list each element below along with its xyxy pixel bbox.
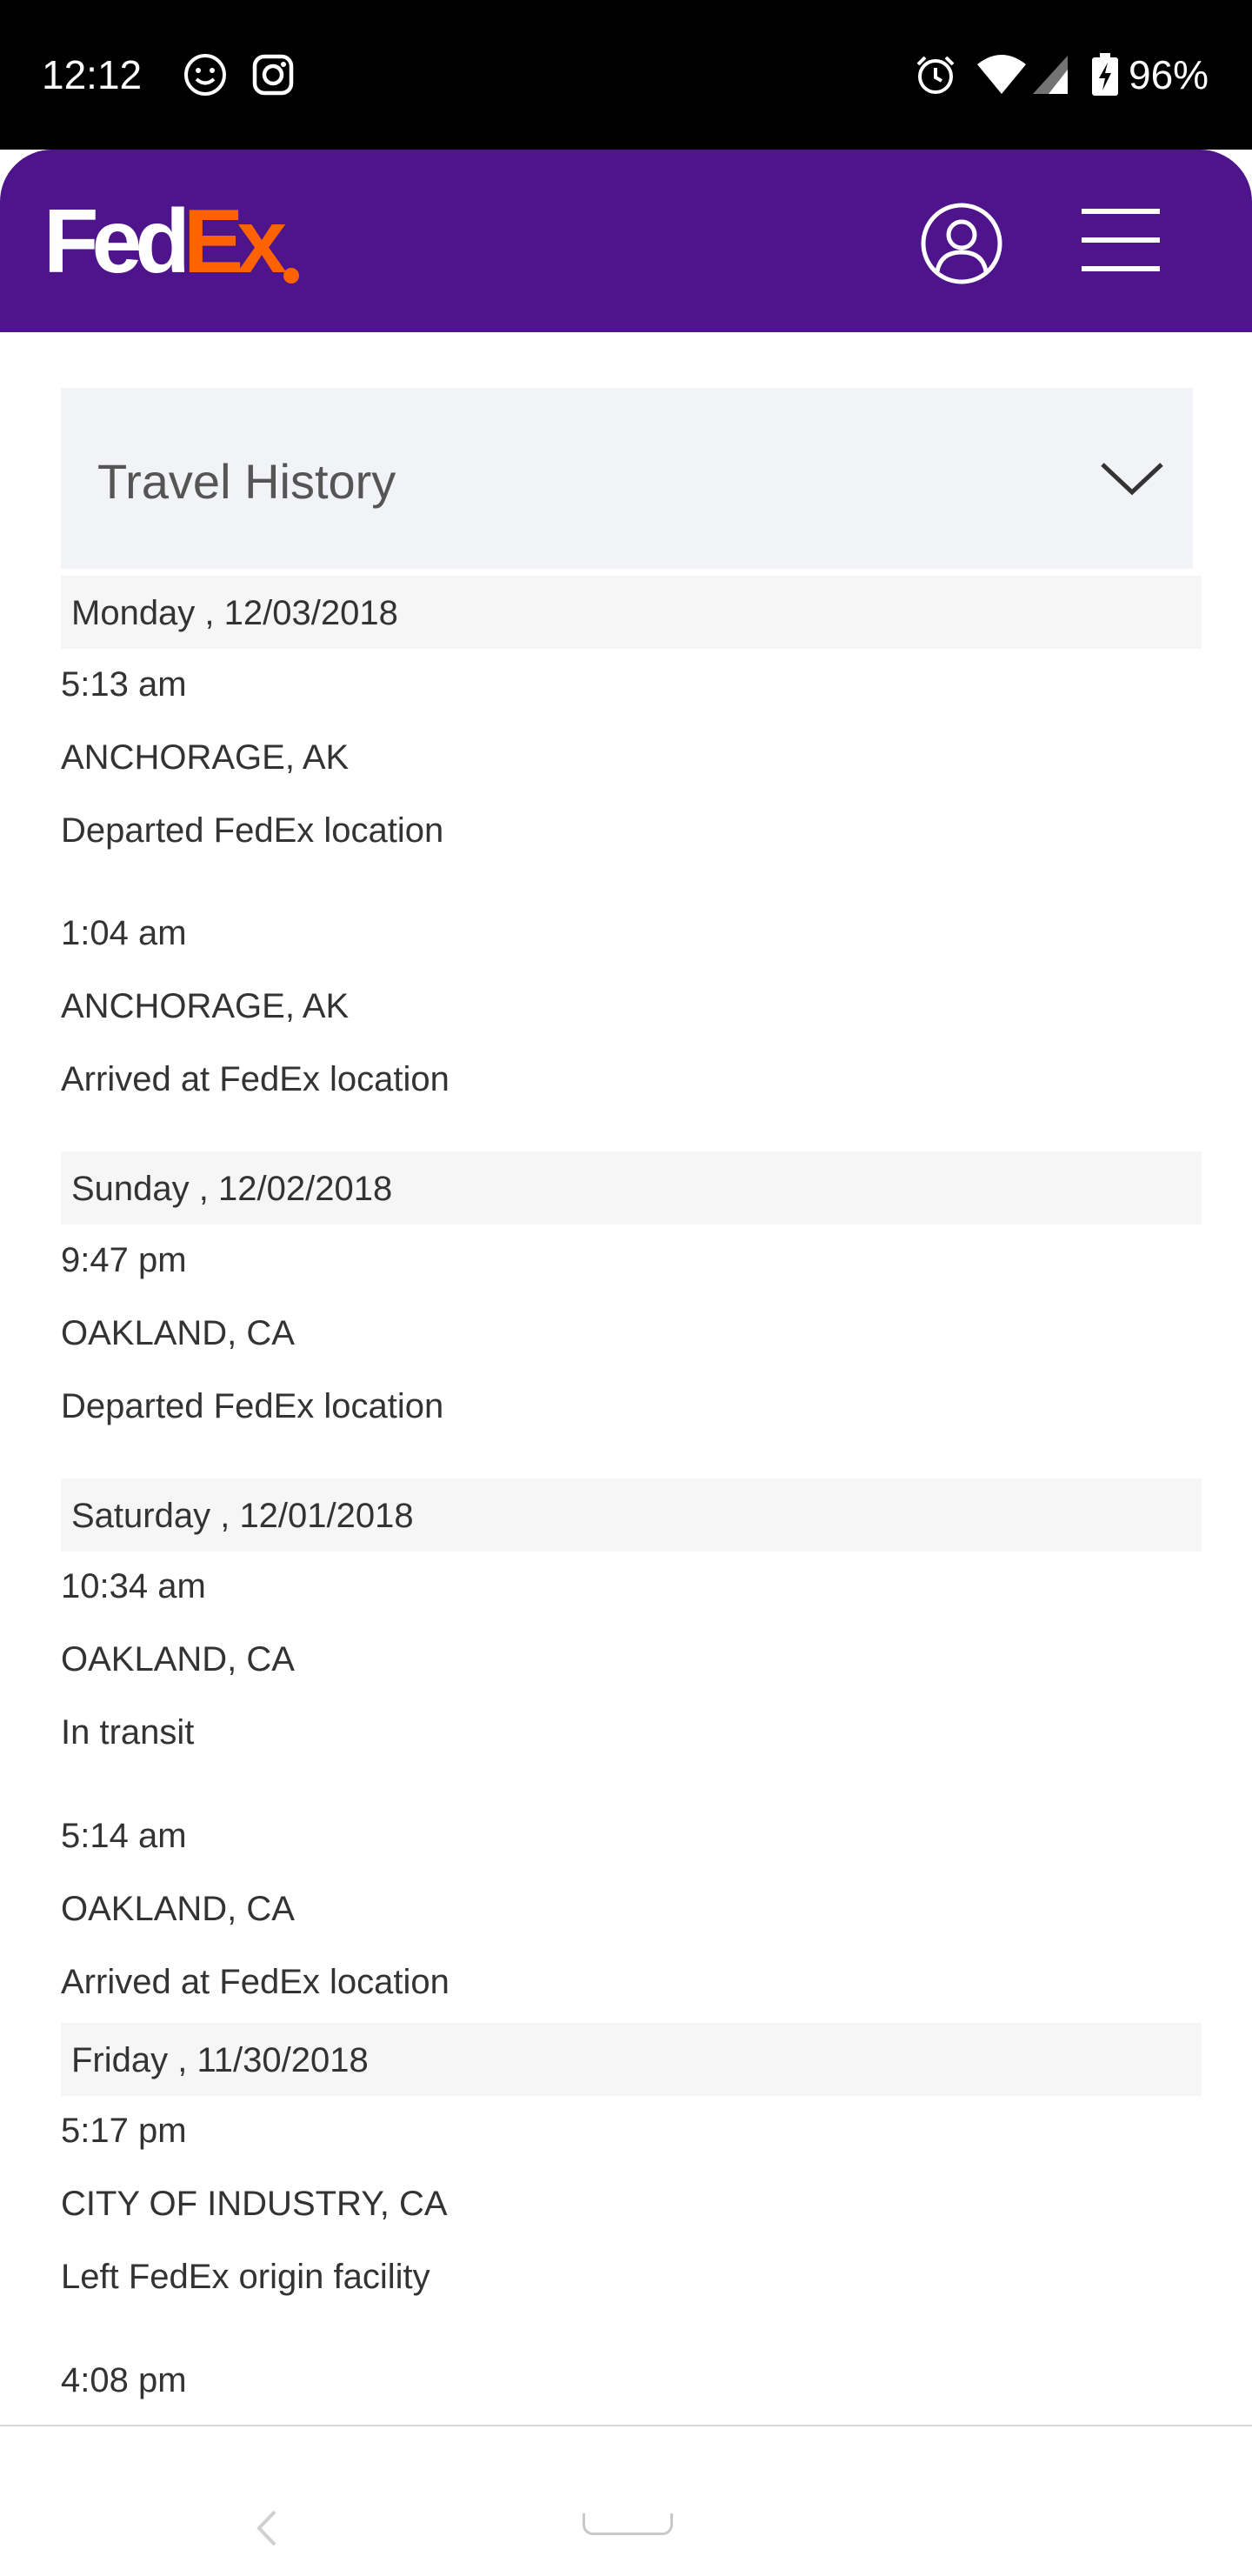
- date-label: Friday , 11/30/2018: [71, 2041, 369, 2079]
- battery-percentage: 96%: [1129, 52, 1209, 97]
- event-time: 5:14 am: [61, 1817, 187, 1855]
- date-header: [61, 1478, 1202, 1552]
- event-status: Left FedEx origin facility: [61, 2258, 430, 2296]
- hamburger-menu-icon[interactable]: [1082, 207, 1160, 273]
- system-nav-bar: [0, 2425, 1252, 2576]
- alarm-icon: [913, 52, 958, 97]
- status-bar: [0, 0, 1252, 150]
- date-label: Monday , 12/03/2018: [71, 594, 398, 632]
- date-header: [61, 576, 1202, 649]
- fedex-logo[interactable]: [43, 191, 281, 292]
- event-time: 5:17 pm: [61, 2112, 187, 2150]
- back-arrow-icon[interactable]: [254, 2508, 278, 2548]
- event-time: 10:34 am: [61, 1567, 206, 1605]
- event-status: Departed FedEx location: [61, 811, 444, 850]
- home-pill-button[interactable]: [583, 2513, 673, 2535]
- travel-history-accordion[interactable]: [61, 388, 1193, 569]
- app-header: [0, 150, 1252, 332]
- instagram-icon: [250, 52, 296, 97]
- logo-fed: Fed: [43, 191, 183, 292]
- event-time: 5:13 am: [61, 665, 187, 704]
- event-location: ANCHORAGE, AK: [61, 738, 350, 777]
- event-time: 4:08 pm: [61, 2361, 187, 2399]
- wifi-icon: [976, 52, 1028, 97]
- event-location: OAKLAND, CA: [61, 1314, 295, 1352]
- event-time: 9:47 pm: [61, 1241, 187, 1279]
- status-time: 12:12: [42, 52, 143, 97]
- logo-ex: Ex: [183, 191, 281, 292]
- date-header: [61, 1151, 1202, 1225]
- chevron-down-icon[interactable]: [1097, 454, 1167, 503]
- smiley-icon: [183, 52, 228, 97]
- event-time: 1:04 am: [61, 914, 187, 952]
- event-status: In transit: [61, 1713, 195, 1752]
- date-header: [61, 2023, 1202, 2096]
- date-label: Sunday , 12/02/2018: [71, 1170, 393, 1208]
- event-status: Arrived at FedEx location: [61, 1060, 450, 1098]
- registered-mark-icon: [283, 268, 299, 284]
- event-status: Departed FedEx location: [61, 1387, 444, 1425]
- date-label: Saturday , 12/01/2018: [71, 1497, 414, 1535]
- battery-charging-icon: [1090, 52, 1120, 97]
- user-account-icon[interactable]: [920, 202, 1003, 285]
- event-location: CITY OF INDUSTRY, CA: [61, 2185, 448, 2223]
- event-location: OAKLAND, CA: [61, 1890, 295, 1928]
- event-location: OAKLAND, CA: [61, 1640, 295, 1678]
- event-location: ANCHORAGE, AK: [61, 987, 350, 1025]
- signal-icon: [1031, 52, 1069, 97]
- travel-history-title: Travel History: [97, 454, 396, 509]
- event-status: Arrived at FedEx location: [61, 1963, 450, 2001]
